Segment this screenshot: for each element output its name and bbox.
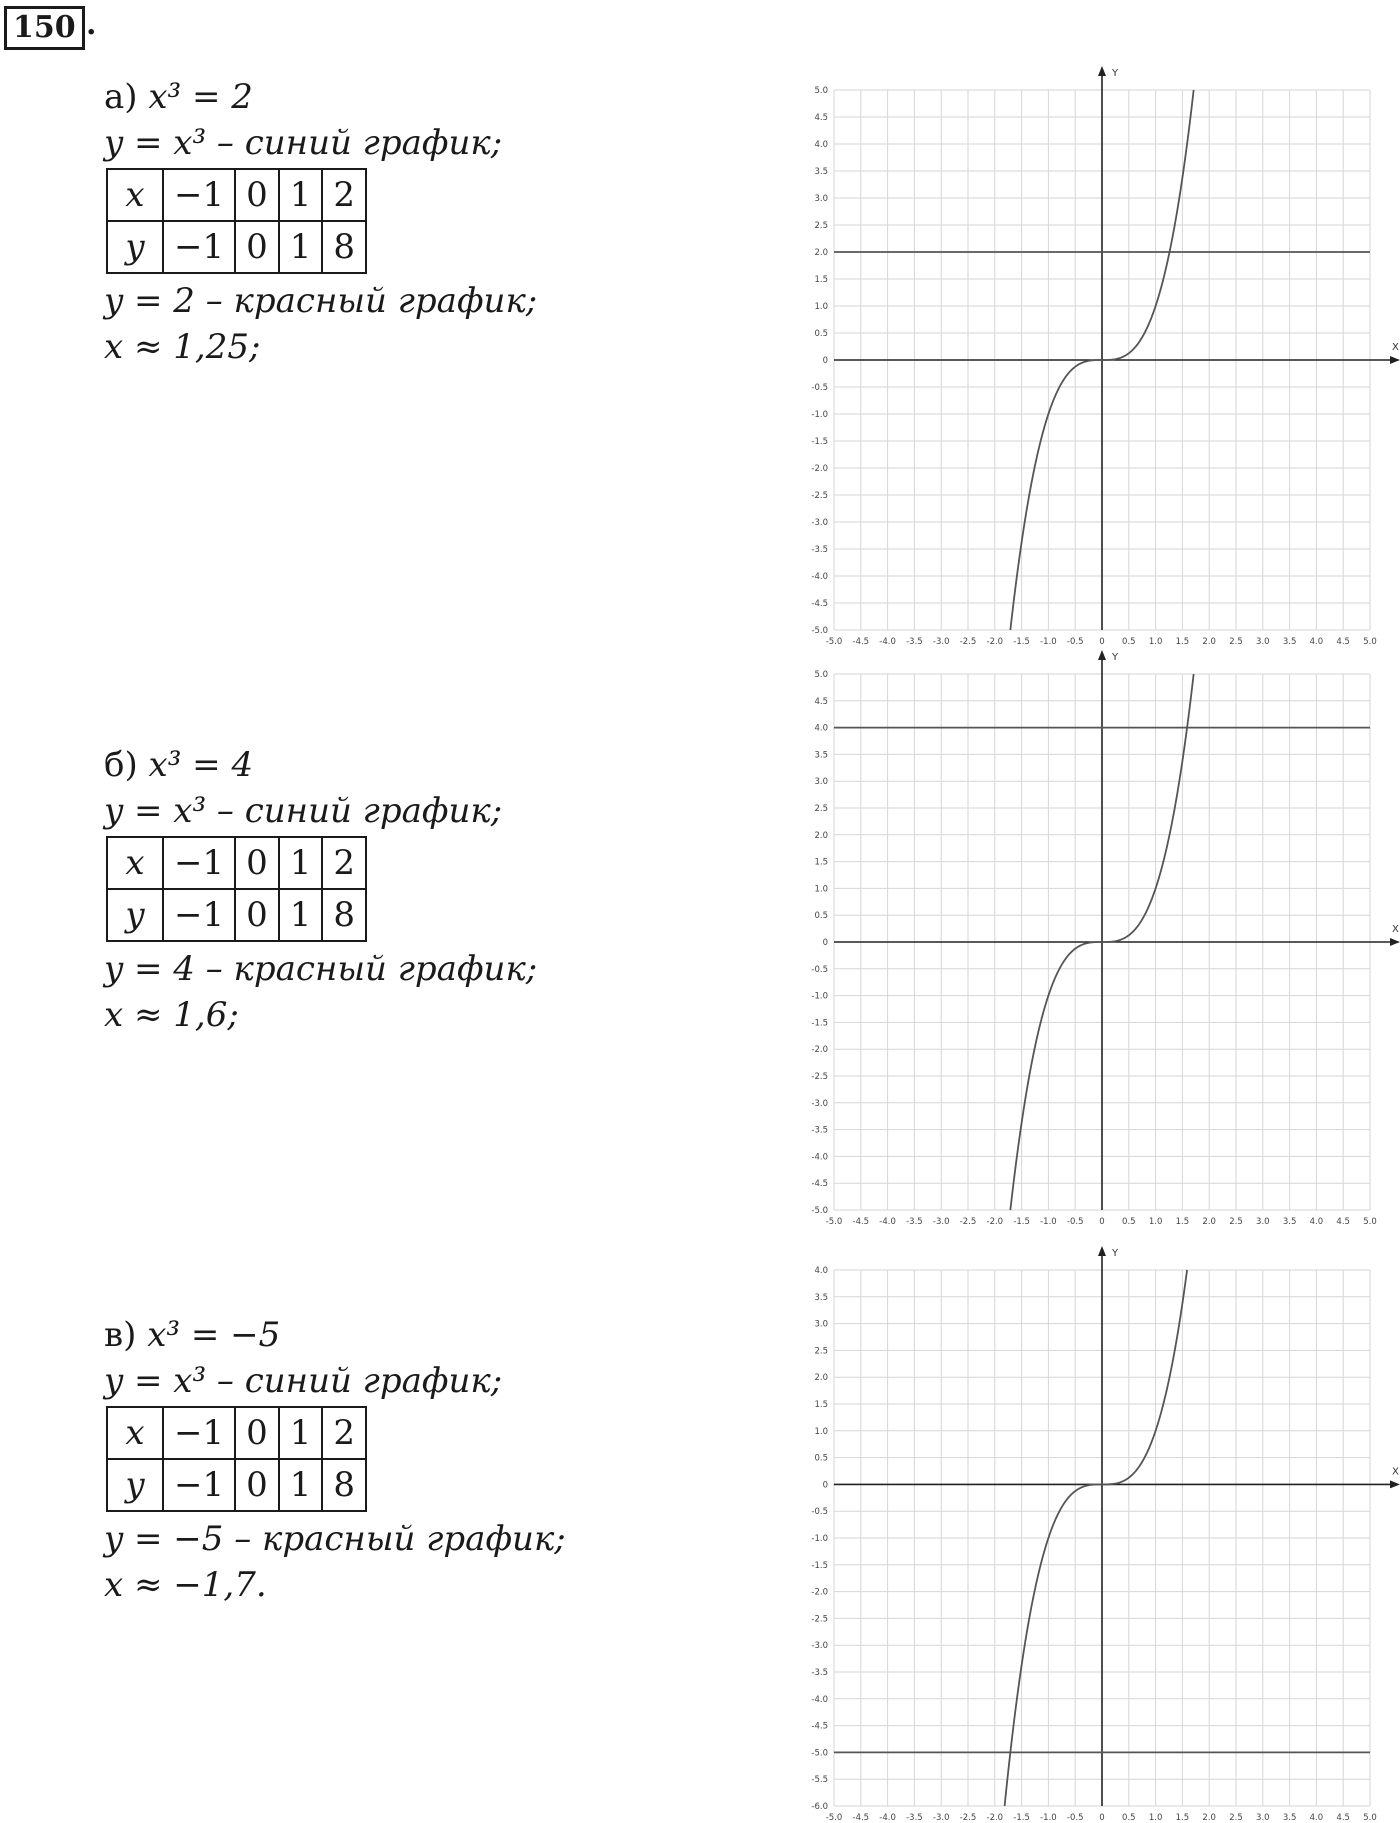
x-tick-label: -1.5 <box>1013 637 1030 647</box>
table-header-y: y <box>107 221 163 273</box>
x-tick-label: -1.0 <box>1040 637 1057 647</box>
y-tick-label: -3.0 <box>811 1098 828 1109</box>
x-axis-label: X <box>1392 924 1399 935</box>
table-cell: 0 <box>235 1459 279 1511</box>
part-letter: а) <box>104 77 138 117</box>
part-letter: в) <box>104 1315 137 1355</box>
x-tick-label: -1.0 <box>1040 1813 1057 1823</box>
x-tick-label: -4.0 <box>879 1813 896 1823</box>
x-tick-label: -2.0 <box>986 1813 1004 1823</box>
x-tick-label: -3.0 <box>932 1813 950 1823</box>
table-cell: −1 <box>163 169 235 221</box>
y-tick-label: -3.0 <box>811 1641 828 1652</box>
x-tick-label: 4.0 <box>1309 637 1324 647</box>
y-tick-label: -2.0 <box>811 1045 828 1056</box>
y-tick-label: 0.5 <box>814 1453 828 1464</box>
table-cell: 1 <box>279 889 323 941</box>
x-tick-label: 0 <box>1099 1813 1105 1823</box>
x-tick-label: 4.5 <box>1336 637 1350 647</box>
x-tick-label: 1.5 <box>1175 1813 1190 1823</box>
part-letter: б) <box>104 745 138 785</box>
x-tick-label: 3.5 <box>1282 1813 1297 1823</box>
x-tick-label: 4.0 <box>1309 1813 1324 1823</box>
y-tick-label: -2.0 <box>811 1587 828 1598</box>
y-tick-label: -5.5 <box>811 1775 828 1786</box>
x-tick-label: 4.0 <box>1309 1217 1324 1227</box>
y-tick-label: 1.5 <box>814 1400 828 1410</box>
table-cell: 0 <box>235 221 279 273</box>
chart-1 <box>811 650 1400 1227</box>
x-tick-label: -0.5 <box>1066 1217 1084 1227</box>
y-tick-label: 3.0 <box>814 777 828 788</box>
x-tick-label: 2.5 <box>1229 637 1243 647</box>
answer: x ≈ −1,7. <box>104 1565 267 1605</box>
y-tick-label: 1.5 <box>814 857 828 868</box>
y-tick-label: 0.5 <box>814 911 828 922</box>
table-cell: −1 <box>163 889 235 941</box>
y-tick-label: 5.0 <box>814 86 828 96</box>
x-tick-label: 3.0 <box>1256 1217 1270 1227</box>
y-axis-arrow <box>1098 66 1106 76</box>
curve-line: y = x³ – синий график; <box>104 1361 503 1401</box>
x-tick-label: 0.5 <box>1122 637 1136 647</box>
y-tick-label: 3.0 <box>814 1319 828 1330</box>
table-cell: 0 <box>235 889 279 941</box>
y-tick-label: 1.0 <box>814 1426 828 1437</box>
table-cell: 8 <box>322 889 366 941</box>
y-tick-label: -0.5 <box>811 964 828 975</box>
x-tick-label: -5.0 <box>825 637 843 647</box>
y-tick-label: 2.5 <box>814 1346 828 1357</box>
x-tick-label: 0 <box>1099 1217 1105 1227</box>
y-tick-label: 1.5 <box>814 275 828 285</box>
y-tick-label: 4.0 <box>814 1266 828 1276</box>
table-cell: 2 <box>322 169 366 221</box>
y-tick-label: -3.0 <box>811 518 828 528</box>
x-tick-label: -4.0 <box>879 1217 896 1227</box>
table-header-x: x <box>107 169 163 221</box>
table-cell: −1 <box>163 837 235 889</box>
x-tick-label: -2.0 <box>986 1217 1004 1227</box>
table-cell: 0 <box>235 837 279 889</box>
x-tick-label: 1.5 <box>1175 637 1190 647</box>
y-tick-label: -4.5 <box>811 1179 828 1190</box>
y-tick-label: -0.5 <box>811 383 828 393</box>
y-tick-label: -3.5 <box>811 1125 828 1136</box>
y-tick-label: -1.5 <box>811 437 828 447</box>
x-tick-label: -3.0 <box>932 637 950 647</box>
table-cell: 2 <box>322 1407 366 1459</box>
equation: x³ = 2 <box>148 77 253 117</box>
y-tick-label: -2.5 <box>811 1072 828 1082</box>
y-tick-label: -1.0 <box>811 1534 828 1544</box>
x-tick-label: 2.5 <box>1229 1217 1243 1227</box>
y-tick-label: -0.5 <box>811 1507 828 1518</box>
x-tick-label: 5.0 <box>1363 1217 1377 1227</box>
x-tick-label: -3.5 <box>906 1813 923 1823</box>
x-tick-label: -3.5 <box>906 637 923 647</box>
problem-number: 150 <box>4 6 85 50</box>
y-tick-label: 4.0 <box>814 723 828 734</box>
x-tick-label: -1.5 <box>1013 1217 1030 1227</box>
x-axis-arrow <box>1390 1480 1400 1488</box>
x-tick-label: 5.0 <box>1363 1813 1377 1823</box>
line-caption: y = −5 – красный график; <box>104 1519 566 1559</box>
x-axis-label: X <box>1392 1466 1399 1478</box>
table-header-x: x <box>107 1407 163 1459</box>
x-tick-label: -5.0 <box>825 1217 843 1227</box>
y-tick-label: -2.5 <box>811 491 828 501</box>
y-tick-label: -2.0 <box>811 464 828 474</box>
y-axis-label: Y <box>1112 68 1119 79</box>
table-cell: −1 <box>163 1407 235 1459</box>
x-tick-label: 1.0 <box>1148 1813 1163 1823</box>
x-tick-label: 1.0 <box>1148 1217 1163 1227</box>
y-tick-label: 3.5 <box>814 750 828 761</box>
table-header-x: x <box>107 837 163 889</box>
y-tick-label: 1.0 <box>814 884 828 895</box>
x-tick-label: -5.0 <box>825 1813 843 1823</box>
y-tick-label: -5.0 <box>811 1206 828 1216</box>
y-tick-label: 1.0 <box>814 302 828 312</box>
x-tick-label: -2.5 <box>959 1217 977 1227</box>
x-axis-label: X <box>1392 342 1399 353</box>
y-tick-label: -2.5 <box>811 1614 828 1625</box>
x-tick-label: 1.0 <box>1148 637 1163 647</box>
table-header-y: y <box>107 889 163 941</box>
x-tick-label: -3.0 <box>932 1217 950 1227</box>
x-tick-label: -4.0 <box>879 637 896 647</box>
x-tick-label: -4.5 <box>852 1813 870 1823</box>
x-tick-label: 3.5 <box>1282 1217 1297 1227</box>
x-tick-label: 3.5 <box>1282 637 1297 647</box>
y-tick-label: 4.5 <box>814 113 828 123</box>
x-tick-label: -2.0 <box>986 637 1004 647</box>
y-tick-label: 0 <box>822 938 828 948</box>
table-cell: 1 <box>279 169 323 221</box>
table-cell: 2 <box>322 837 366 889</box>
table-header-y: y <box>107 1459 163 1511</box>
x-tick-label: 2.0 <box>1202 1217 1216 1227</box>
chart-0 <box>811 66 1400 647</box>
y-tick-label: 0 <box>822 1480 828 1491</box>
x-tick-label: 2.0 <box>1202 637 1216 647</box>
y-tick-label: -5.0 <box>811 1748 828 1759</box>
y-axis-label: Y <box>1112 1248 1119 1259</box>
y-tick-label: 3.5 <box>814 167 828 177</box>
problem-number-dot: . <box>86 7 97 42</box>
x-tick-label: -1.5 <box>1013 1813 1030 1823</box>
x-tick-label: -0.5 <box>1066 1813 1084 1823</box>
y-tick-label: -1.5 <box>811 1018 828 1029</box>
x-axis-arrow <box>1390 938 1400 946</box>
x-tick-label: 0.5 <box>1122 1217 1136 1227</box>
x-tick-label: 3.0 <box>1256 1813 1270 1823</box>
equation: x³ = −5 <box>147 1315 281 1355</box>
x-tick-label: -4.5 <box>852 1217 870 1227</box>
y-axis-arrow <box>1098 650 1106 660</box>
x-tick-label: 1.5 <box>1175 1217 1190 1227</box>
y-tick-label: -1.5 <box>811 1560 828 1571</box>
table-cell: −1 <box>163 221 235 273</box>
curve-line: y = x³ – синий график; <box>104 791 503 831</box>
table-cell: −1 <box>163 1459 235 1511</box>
x-tick-label: 5.0 <box>1363 637 1377 647</box>
chart-2 <box>811 1246 1400 1823</box>
y-axis-label: Y <box>1112 652 1119 663</box>
answer: x ≈ 1,25; <box>104 327 261 367</box>
table-cell: 8 <box>322 221 366 273</box>
y-tick-label: -3.5 <box>811 1668 828 1678</box>
y-tick-label: -1.0 <box>811 991 828 1002</box>
table-cell: 8 <box>322 1459 366 1511</box>
answer: x ≈ 1,6; <box>104 995 239 1035</box>
y-tick-label: 2.0 <box>814 830 828 841</box>
y-tick-label: 4.5 <box>814 696 828 707</box>
table-cell: 0 <box>235 169 279 221</box>
x-tick-label: -2.5 <box>959 637 977 647</box>
y-tick-label: 2.5 <box>814 804 828 814</box>
y-tick-label: -5.0 <box>811 626 828 636</box>
y-tick-label: -4.0 <box>811 572 828 582</box>
y-tick-label: 5.0 <box>814 670 828 680</box>
y-tick-label: 2.5 <box>814 221 828 231</box>
x-tick-label: 4.5 <box>1336 1217 1350 1227</box>
y-tick-label: 0 <box>822 356 828 366</box>
y-tick-label: -1.0 <box>811 410 828 420</box>
table-cell: 1 <box>279 221 323 273</box>
y-tick-label: -4.5 <box>811 1721 828 1732</box>
y-tick-label: 3.0 <box>814 194 828 204</box>
x-tick-label: 4.5 <box>1336 1813 1350 1823</box>
x-tick-label: 3.0 <box>1256 637 1270 647</box>
x-tick-label: 2.0 <box>1202 1813 1216 1823</box>
y-tick-label: -4.0 <box>811 1152 828 1163</box>
y-tick-label: 3.5 <box>814 1292 828 1303</box>
y-tick-label: -3.5 <box>811 545 828 555</box>
y-tick-label: 2.0 <box>814 248 828 258</box>
curve-line: y = x³ – синий график; <box>104 123 503 163</box>
x-tick-label: -2.5 <box>959 1813 977 1823</box>
line-caption: y = 4 – красный график; <box>104 949 538 989</box>
y-tick-label: -4.5 <box>811 599 828 609</box>
x-tick-label: 2.5 <box>1229 1813 1243 1823</box>
x-tick-label: -4.5 <box>852 637 870 647</box>
x-tick-label: 0 <box>1099 637 1105 647</box>
y-tick-label: -4.0 <box>811 1694 828 1705</box>
y-tick-label: 0.5 <box>814 329 828 339</box>
table-cell: 0 <box>235 1407 279 1459</box>
x-tick-label: 0.5 <box>1122 1813 1136 1823</box>
y-tick-label: -6.0 <box>811 1802 828 1812</box>
equation: x³ = 4 <box>148 745 254 785</box>
x-tick-label: -1.0 <box>1040 1217 1057 1227</box>
y-tick-label: 4.0 <box>814 140 828 150</box>
line-caption: y = 2 – красный график; <box>104 281 538 321</box>
x-tick-label: -0.5 <box>1066 637 1084 647</box>
y-axis-arrow <box>1098 1246 1106 1256</box>
table-cell: 1 <box>279 1407 323 1459</box>
x-axis-arrow <box>1390 356 1400 364</box>
table-cell: 1 <box>279 1459 323 1511</box>
table-cell: 1 <box>279 837 323 889</box>
y-tick-label: 2.0 <box>814 1373 828 1384</box>
x-tick-label: -3.5 <box>906 1217 923 1227</box>
